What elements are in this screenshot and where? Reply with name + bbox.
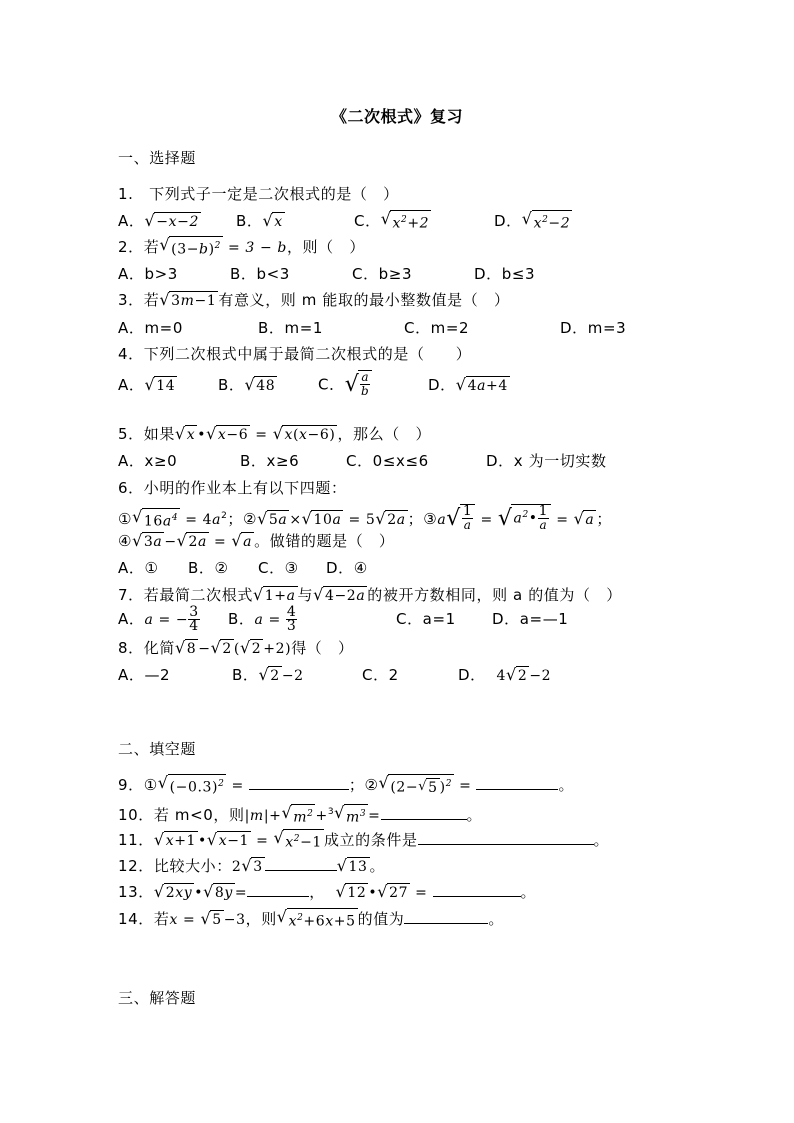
question-3-stem: 3．若 √ 3m−1 有意义，则 m 能取的最小整数值是（ ） <box>118 290 510 309</box>
question-5-option-b: B．x≥6 <box>240 452 300 470</box>
question-4-option-c: C． √ $\frac{a}{b}$ <box>318 370 428 400</box>
question-6-option-a: A．① <box>118 559 159 577</box>
question-3-option-b: B．m=1 <box>258 319 324 337</box>
question-7-stem: 7．若最简二次根式 √ 1+a 与 √ 4−2a 的被开方数相同，则 a 的值为（ ） <box>118 585 622 604</box>
question-5-stem: 5．如果 √ x • √ x−6 = √ x(x−6) ，那么（ ） <box>118 424 432 443</box>
question-9: 9．① √ $(-0.3)^2$ = ；② √ (2− √ 5 )$^2$ = 。 <box>118 773 575 797</box>
question-3-options <box>118 318 626 338</box>
question-12: 12．比较大小：2 √ 3 √ 13 。 <box>118 856 386 875</box>
answer-blank[interactable] <box>249 775 349 790</box>
question-4-option-a: A． √ 14 <box>118 374 176 394</box>
section-heading-choice: 一、选择题 <box>118 149 197 167</box>
answer-blank[interactable] <box>265 856 337 871</box>
question-4-options <box>118 370 510 400</box>
question-11: 11． √ x+1 • √ x−1 = √ $x^2-1$ 成立的条件是 。 <box>118 828 610 851</box>
question-6-stem: 6．小明的作业本上有以下四题： <box>118 479 347 497</box>
question-7-option-c: C．a=1 <box>396 610 456 628</box>
question-6-option-c: C．③ <box>258 559 299 577</box>
answer-blank[interactable] <box>381 805 467 820</box>
question-5-options <box>118 451 607 471</box>
question-7-option-d: D．a=—1 <box>492 610 569 628</box>
question-1-option-b: B． √ x <box>236 210 283 230</box>
question-6-item-3: ③a √ $\frac{1}{a}$ = √ $a^2•$ $\frac{1}{a}$ = √ a ； <box>423 503 612 532</box>
question-6-item-2: ② √ 5a × √ 10a = 5 √ 2a ； <box>243 508 424 528</box>
page-title: 《二次根式》复习 <box>330 107 463 126</box>
answer-blank[interactable] <box>476 775 558 790</box>
question-2-option-d: D．b≤3 <box>474 265 536 283</box>
question-5-option-a: A．x≥0 <box>118 452 178 470</box>
question-7-option-b: B．a = $\frac{4}{3}$ <box>228 604 297 634</box>
question-1-option-c: C． √ $x^2+2$ <box>354 209 430 232</box>
question-1-options <box>118 210 572 233</box>
question-1-option-a: A． √ −x−2 <box>118 210 199 230</box>
question-7-option-a: A．a = − $\frac{3}{4}$ <box>118 604 199 634</box>
question-5-option-c: C．0≤x≤6 <box>346 452 429 470</box>
question-8-option-a: A．—2 <box>118 666 171 684</box>
question-6-item-4: ④ √ 3a − √ 2a = √ a 。做错的题是（ ） <box>118 531 395 550</box>
question-2-options <box>118 264 535 284</box>
question-6-option-d: D．④ <box>326 559 368 577</box>
section-heading-fill: 二、填空题 <box>118 740 197 758</box>
answer-blank[interactable] <box>418 830 594 845</box>
question-6-item-1: ① √ $16a^4$ = $4a^2$； <box>118 506 243 530</box>
question-6-option-b: B．② <box>188 559 229 577</box>
question-8-options <box>118 665 551 686</box>
question-2-option-a: A．b>3 <box>118 265 178 283</box>
question-13: 13． √ 2xy • √ 8y = ， √ 12 • √ 27 = 。 <box>118 882 537 901</box>
answer-blank[interactable] <box>404 909 488 924</box>
question-5-option-d: D．x 为一切实数 <box>486 452 607 470</box>
question-14: 14．若x = √ 5 −3，则 √ $x^2+6x+5$ 的值为 。 <box>118 907 505 930</box>
question-7-options <box>118 606 568 633</box>
question-1-stem: 1. 下列式子一定是二次根式的是（ ） <box>118 185 399 203</box>
question-3-option-d: D．m=3 <box>560 319 627 337</box>
question-8-option-d: D． 4 √ 2 −2 <box>458 665 552 684</box>
question-3-option-c: C．m=2 <box>404 319 470 337</box>
section-heading-solve: 三、解答题 <box>118 989 197 1007</box>
question-6-options <box>118 558 368 578</box>
question-1-option-d: D． √ $x^2-2$ <box>494 209 571 232</box>
question-4-option-d: D． √ 4a+4 <box>428 374 508 394</box>
question-2-option-b: B．b<3 <box>230 265 290 283</box>
question-4-stem: 4．下列二次根式中属于最简二次根式的是（ ） <box>118 345 472 363</box>
question-2-option-c: C．b≥3 <box>352 265 413 283</box>
question-4-option-b: B． √ 48 <box>218 374 276 394</box>
answer-blank[interactable] <box>433 882 521 897</box>
question-8-stem: 8．化简 √ 8 − √ 2 ( √ 2 +2)得（ ） <box>118 638 354 657</box>
question-2-stem: 2．若 √ $(3-b)^2$ = 3 − b，则（ ） <box>118 235 365 258</box>
question-3-option-a: A．m=0 <box>118 319 183 337</box>
question-10: 10．若 m<0，则|m|+ √ $m^2$ +$^3$ √ $m^3$ = 。 <box>118 803 483 826</box>
answer-blank[interactable] <box>247 882 309 897</box>
question-8-option-b: B． √ 2 −2 <box>232 665 304 684</box>
question-6-items <box>118 504 612 534</box>
question-8-option-c: C．2 <box>362 666 399 684</box>
